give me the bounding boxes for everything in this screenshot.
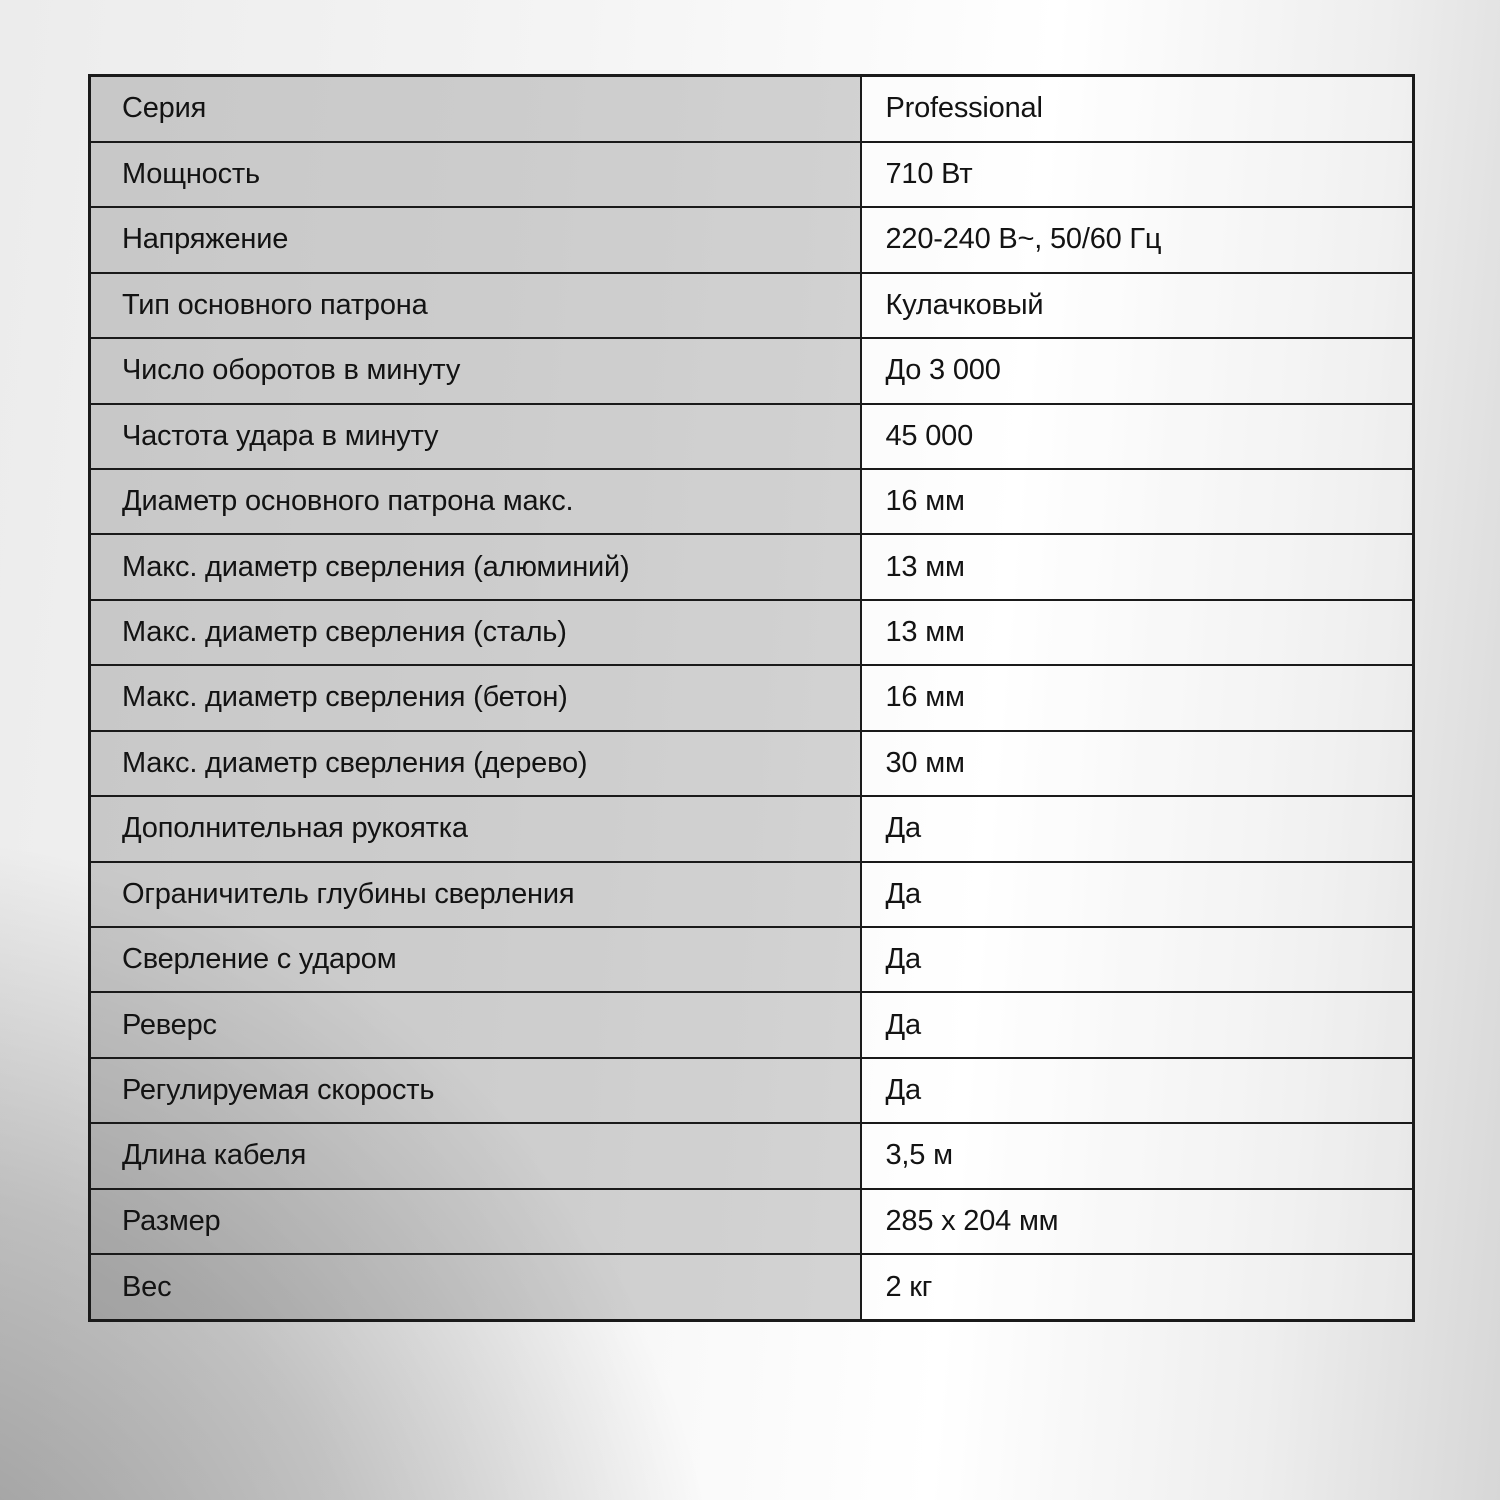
table-row: [90, 796, 1414, 861]
spec-label-cell: Вес: [90, 1254, 861, 1320]
spec-label-cell: Тип основного патрона: [90, 273, 861, 338]
spec-label-cell: Макс. диаметр сверления (дерево): [90, 731, 861, 796]
spec-value-cell: 710 Вт: [861, 142, 1414, 207]
table-row: [90, 469, 1414, 534]
spec-label-cell: Ограничитель глубины сверления: [90, 862, 861, 927]
spec-label-cell: Серия: [90, 76, 861, 142]
spec-label-cell: Сверление с ударом: [90, 927, 861, 992]
table-row: [90, 338, 1414, 403]
spec-label-cell: Макс. диаметр сверления (алюминий): [90, 534, 861, 599]
table-row: [90, 1254, 1414, 1320]
spec-value-cell: 220-240 В~, 50/60 Гц: [861, 207, 1414, 272]
spec-label-cell: Напряжение: [90, 207, 861, 272]
spec-value-cell: Да: [861, 927, 1414, 992]
spec-label-cell: Частота удара в минуту: [90, 404, 861, 469]
table-row: [90, 665, 1414, 730]
spec-label-cell: Регулируемая скорость: [90, 1058, 861, 1123]
spec-value-cell: 45 000: [861, 404, 1414, 469]
table-row: [90, 1189, 1414, 1254]
spec-value-cell: Professional: [861, 76, 1414, 142]
spec-table: [88, 74, 1415, 1322]
spec-value-cell: До 3 000: [861, 338, 1414, 403]
spec-value-cell: 3,5 м: [861, 1123, 1414, 1188]
spec-value-cell: Да: [861, 1058, 1414, 1123]
spec-label-cell: Макс. диаметр сверления (сталь): [90, 600, 861, 665]
spec-table-body: [90, 76, 1414, 1321]
table-row: [90, 207, 1414, 272]
spec-value-cell: 2 кг: [861, 1254, 1414, 1320]
spec-value-cell: 285 x 204 мм: [861, 1189, 1414, 1254]
spec-label-cell: Макс. диаметр сверления (бетон): [90, 665, 861, 730]
spec-label-cell: Мощность: [90, 142, 861, 207]
table-row: [90, 404, 1414, 469]
spec-label-cell: Дополнительная рукоятка: [90, 796, 861, 861]
table-row: [90, 927, 1414, 992]
spec-label-cell: Реверс: [90, 992, 861, 1057]
table-row: [90, 76, 1414, 142]
table-row: [90, 534, 1414, 599]
table-row: [90, 992, 1414, 1057]
spec-value-cell: Да: [861, 796, 1414, 861]
table-row: [90, 1058, 1414, 1123]
spec-value-cell: 13 мм: [861, 534, 1414, 599]
spec-value-cell: 16 мм: [861, 665, 1414, 730]
spec-value-cell: Кулачковый: [861, 273, 1414, 338]
table-row: [90, 1123, 1414, 1188]
table-row: [90, 273, 1414, 338]
spec-label-cell: Диаметр основного патрона макс.: [90, 469, 861, 534]
spec-value-cell: Да: [861, 862, 1414, 927]
spec-value-cell: Да: [861, 992, 1414, 1057]
table-row: [90, 142, 1414, 207]
spec-value-cell: 30 мм: [861, 731, 1414, 796]
spec-label-cell: Число оборотов в минуту: [90, 338, 861, 403]
spec-label-cell: Длина кабеля: [90, 1123, 861, 1188]
spec-label-cell: Размер: [90, 1189, 861, 1254]
table-row: [90, 600, 1414, 665]
spec-value-cell: 13 мм: [861, 600, 1414, 665]
table-row: [90, 731, 1414, 796]
spec-value-cell: 16 мм: [861, 469, 1414, 534]
table-row: [90, 862, 1414, 927]
